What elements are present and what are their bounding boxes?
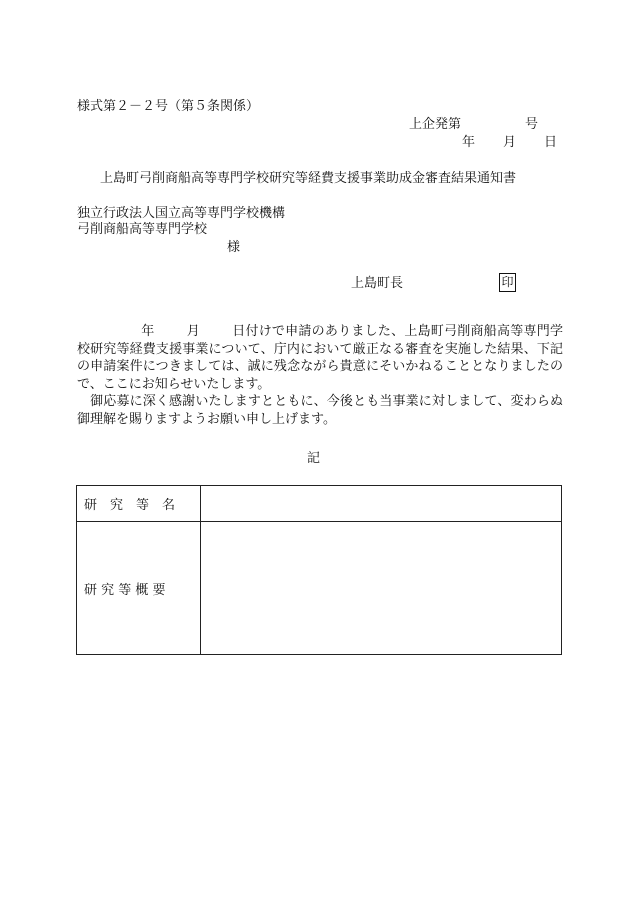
research-info-table	[76, 485, 562, 655]
research-summary-value	[201, 522, 562, 655]
body-year: 年	[141, 324, 155, 339]
ki-heading: 記	[307, 451, 321, 466]
document-number	[409, 117, 538, 133]
body-paragraph-2	[77, 393, 563, 428]
addressee-organization: 独立行政法人国立高等専門学校機構	[77, 206, 286, 221]
addressee-honorific: 様	[227, 240, 241, 255]
date-day: 日	[544, 135, 558, 150]
table-row	[77, 486, 562, 522]
addressee-school: 弓削商船高等専門学校	[77, 222, 208, 237]
table-row	[77, 522, 562, 655]
research-summary-label: 研 究 等 概 要	[77, 522, 201, 655]
form-number: 様式第２－２号（第５条関係）	[77, 99, 260, 114]
letter-body	[77, 323, 563, 428]
document-title: 上島町弓削商船高等専門学校研究等経費支援事業助成金審査結果通知書	[100, 171, 517, 186]
research-name-label: 研 究 等 名	[77, 486, 201, 522]
doc-number-suffix: 号	[525, 117, 539, 132]
seal-box: 印	[499, 273, 516, 292]
date-month: 月	[503, 135, 517, 150]
body-paragraph-1-text: 日付けで申請のありました、上島町弓削商船高等専門学校研究等経費支援事業について、庁内において厳正なる審査を実施した結果、下記の申請案件につきましては、誠に残念ながら貴意にそいかねることとなりましたので、ここにお知らせいたします。	[77, 324, 563, 392]
document-date	[462, 135, 557, 151]
doc-number-prefix: 上企発第	[409, 117, 462, 132]
research-name-value	[201, 486, 562, 522]
body-paragraph-1	[77, 323, 563, 393]
body-paragraph-2-text: 御応募に深く感謝いたしますとともに、今後とも当事業に対しまして、変わらぬ御理解を賜りますようお願い申し上げます。	[77, 394, 563, 427]
body-month: 月	[186, 324, 200, 339]
date-year: 年	[462, 135, 476, 150]
sender-name: 上島町長	[351, 276, 404, 291]
